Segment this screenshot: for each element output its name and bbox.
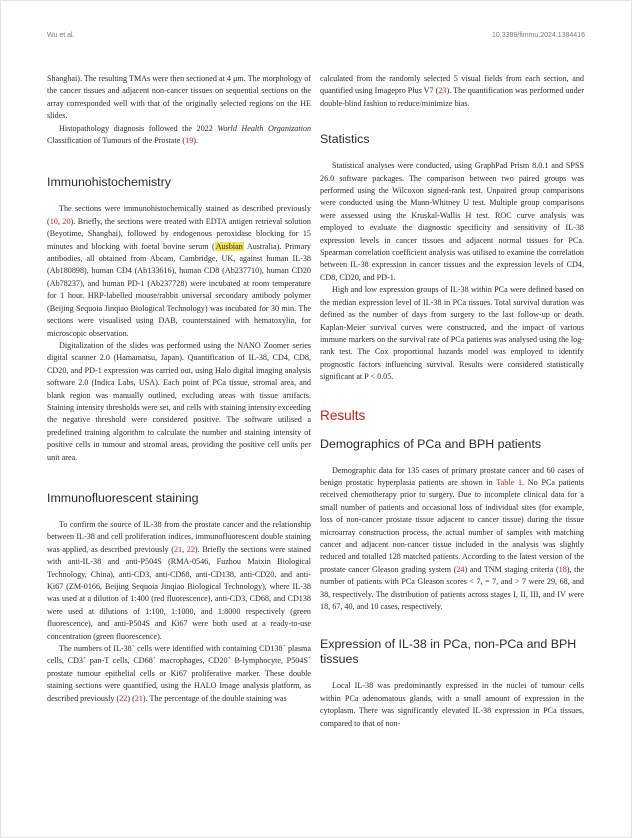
running-header-authors: Wu et al. (47, 32, 75, 39)
citation-link[interactable]: 18 (558, 564, 567, 574)
paragraph-ihc-method: The sections were immunohistochemically stained as described previously (10, 20). Briefly, the sections were treated with EDTA antigen retrieval solution (Beyotime, Shanghai), followed by endogenous peroxidase blocking for 15 minutes and blocking with foetal bovine serum (Ausbian Australia). Primary antibodies, all obtained from Abcam, Cambridge, UK, against human IL-38 (Ab180898), human CD4 (Ab133616), human CD8 (Ab237710), human CD20 (Ab78237), and human PD-1 (Ab237728) were incubated at room temperature for 1 hour. HRP-labelled mouse/rabbit universal secondary antibody polymer (Beijing Sequoia Jinqiao Biological Technology) was incubated for 30 min. The sections were visualised using DAB, counterstained with hematoxylin, for microscopic observation. (47, 204, 311, 338)
who-italic: World Health Organization (217, 123, 312, 133)
table-1-link[interactable]: Table 1 (496, 477, 523, 487)
heading-il38-expression: Expression of IL-38 in PCa, non-PCa and BPH tissues (320, 637, 577, 667)
citation-link[interactable]: 10 (49, 216, 58, 226)
paragraph-demographics: Demographic data for 135 cases of primary prostate cancer and 60 cases of benign prostatic hyperplasia patients are shown in Table 1. No PCa patients received chemotherapy prior to surgery. Due to incomplete clinical data for a small number of patients and occasional loss of individual sites (for example, loss of non-cancer prostate tissue adjacent to cancer tissue) during the tissue microarray construction process, the actual number of samples with matching cancer and adjacent non-cancer tissue included in the analysis was slightly reduced and totalled 128 matched patients. According to the latest version of the prostate cancer Gleason grading system (24) and TNM staging criteria (18), the number of patients with PCa Gleason scores < 7, = 7, and > 7 were 29, 68, and 38, respectively. The distribution of patients across stages I, II, III, and IV were 18, 67, 40, and 10 cases, respectively. (320, 465, 585, 611)
citation-link[interactable]: 22 (119, 693, 128, 703)
paragraph-histopathology: Histopathology diagnosis followed the 2022 World Health Organization Classification of Tumours of the Prostate (19). (47, 123, 312, 146)
paragraph-cell-counts: The numbers of IL-38+ cells were identified with containing CD138+ plasma cells, CD3+ pan-T cells, CD68+ macrophages, CD20+ B-lymphocyte, P504S+ prostate tumour epithelial cells or Ki67 proliferative marker. These double staining sections were quantified, using the HALO Image analysis platform, as described previously (22) (21). The percentage of the double staining was (47, 643, 311, 703)
heading-immunohistochemistry: Immunohistochemistry (47, 175, 171, 190)
citation-link[interactable]: 21 (173, 544, 183, 554)
citation-link[interactable]: 20 (62, 216, 71, 226)
right-column (320, 73, 584, 730)
heading-demographics: Demographics of PCa and BPH patients (320, 436, 542, 451)
paragraph-if-method: To confirm the source of IL-38 from the prostate cancer and the relationship between IL-38 and cell proliferation indices, immunofluorescent double staining was applied, as described previously (21, 22). Briefly the sections were stained with anti-IL-38 and anti-P504S (RMA-0546, Fuzhou Maixin Biological Technology, China), anti-CD3, anti-CD68, anti-CD138, anti-CD20, and anti-Ki67 (ZM-0166, Beijing Sequoia Jinqiao Biological Technology), where IL-38 was used at a dilution of 1:400 (red fluorescence), anti-CD3, CD68, and CD138 were used at dilutions of 1:100, 1:1000, and 1:8000 respectively (green fluorescence), and anti-P504S and Ki67 were both used at a ready-to-use concentration (green fluorescence). (47, 519, 311, 641)
highlighted-text: Ausbian (215, 241, 243, 251)
paragraph-survival-analysis: High and low expression groups of IL-38 within PCa were defined based on the median expression level of IL-38 in PCa tissues. Total survival duration was defined as the number of days from surgery to the last follow-up or death. Kaplan-Meier survival curves were constructed, and the impact of various immune markers on the survival rate of PCa patients was analysed using the log-rank test. The Cox proportional hazards model was employed to identify prognostic factors influencing survival. Results were considered statistically significant at P < 0.05. (320, 285, 584, 382)
heading-results: Results (320, 407, 366, 423)
citation-link[interactable]: 19 (185, 136, 194, 146)
paragraph-digitalization: Digitalization of the slides was performed using the NANO Zoomer series digital scanner 2.0 (Hamamatsu, Japan). Quantification of IL-38, CD4, CD8, CD20, and PD-1 expression was carried out, using Halo digital imaging analysis software 2.0 (Indica Labs, USA). Each point of PCa tissue, stromal area, and blank region was manually outlined, excluding areas with tissue artifacts. Staining intensity thresholds were set, and cells with staining intensity exceeding the negative threshold were considered positive. The software utilised a predefined training algorithm to calculate the number and staining intensity of positive cells in tumour and stromal areas, providing the positive cell units per unit area. (47, 340, 311, 462)
paragraph-statistical-analyses: Statistical analyses were conducted, using GraphPad Prism 8.0.1 and SPSS 26.0 software packages. The comparison between two paired groups was performed using the Wilcoxon signed-rank test. Unpaired group comparisons were conducted using the Mann-Whitney U test. Multiple group comparisons were assessed using the Kruskal-Wallis H test. ROC curve analysis was employed to evaluate the diagnostic specificity and sensitivity of IL-38 expression levels in cancer tissues and adjacent normal tissues for PCa. Spearman correlation coefficient analysis was utilised to examine the correlation between IL-38 expression in cancer tissues and the expression levels of CD4, CD8, CD20, and PD-1. (320, 161, 584, 282)
heading-immunofluorescent-staining: Immunofluorescent staining (47, 490, 199, 505)
running-header-doi: 10.3389/fimmu.2024.1384416 (491, 32, 585, 39)
paragraph-tma-sections: Shanghai). The resulting TMAs were then sectioned at 4 μm. The morphology of the cancer tissues and adjacent non-cancer tissues on sequential sections on the array corresponded well with that of the originally selected regions on the HE slides. (47, 74, 311, 121)
paragraph-quantification: calculated from the randomly selected 5 visual fields from each section, and quantified using Imagepro Plus V7 (23). The quantification was performed under double-blind fashion to reduce/minimize bias. (320, 74, 584, 108)
citation-link[interactable]: 21 (134, 693, 143, 703)
paragraph-il38-expression: Local IL-38 was predominantly expressed in the nuclei of tumour cells within PCa adenomatous glands, with a small amount of expression in the cytoplasm. There was significantly elevated IL-38 expression in PCa tissues, compared to that of non- (320, 681, 584, 728)
left-column (47, 73, 311, 705)
citation-link[interactable]: 22 (186, 544, 195, 554)
heading-statistics: Statistics (320, 132, 370, 147)
citation-link[interactable]: 24 (456, 564, 465, 574)
citation-link[interactable]: 23 (438, 86, 447, 96)
